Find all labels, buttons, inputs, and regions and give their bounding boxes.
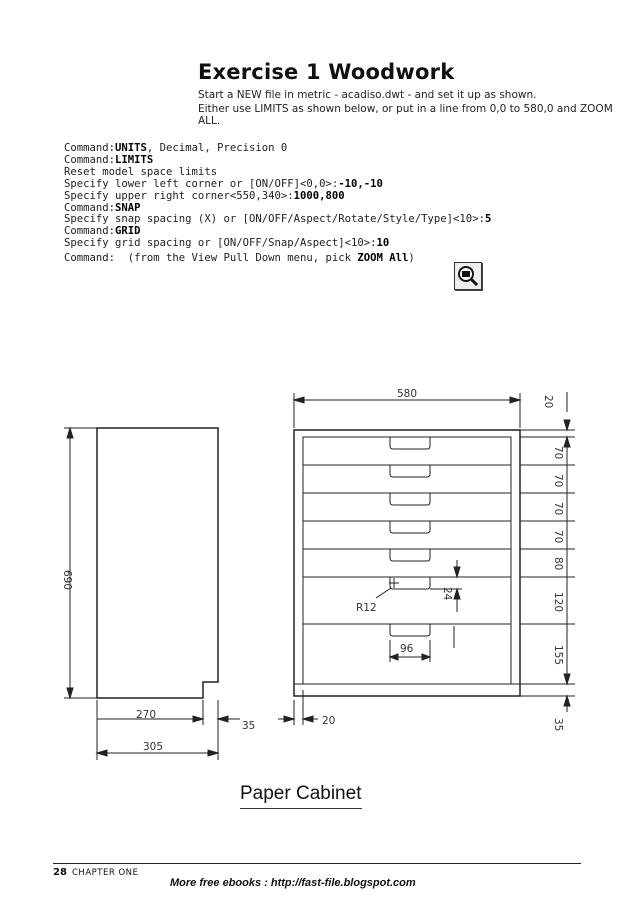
dim-label-bottom-35: 35 xyxy=(552,718,564,732)
intro-line-1: Start a NEW file in metric - acadiso.dwt - and set it up as shown. xyxy=(198,89,537,101)
dim-label-35: 35 xyxy=(242,720,256,732)
drawing-caption: Paper Cabinet xyxy=(240,783,362,804)
caption-underline xyxy=(240,808,362,809)
drawer xyxy=(303,549,511,577)
dim-label-305: 305 xyxy=(143,741,164,753)
cabinet-front-outline xyxy=(294,430,520,696)
dim-label-drawer-1: 70 xyxy=(552,446,564,460)
footer-divider xyxy=(53,863,581,864)
dim-label-20: 20 xyxy=(322,715,336,727)
dim-label-handle-depth: 24 xyxy=(441,587,453,601)
dim-label-drawer-7: 155 xyxy=(552,645,564,666)
drawer-handle xyxy=(390,549,430,561)
drawer xyxy=(303,437,511,465)
dim-label-handle-width: 96 xyxy=(400,643,414,655)
command-line: Specify grid spacing or [ON/OFF/Snap/Aspect]<10>:10 xyxy=(64,237,390,250)
drawer-handle xyxy=(390,465,430,477)
ebooks-link[interactable]: More free ebooks : http://fast-file.blogspot.com xyxy=(170,877,416,889)
drawer-handle xyxy=(390,437,430,449)
command-line: Command:GRID xyxy=(64,225,141,238)
drawer xyxy=(303,465,511,493)
drawer xyxy=(303,521,511,549)
dim-label-top-20: 20 xyxy=(542,395,554,409)
drawer-handle xyxy=(390,624,430,636)
command-line: Specify lower left corner or [ON/OFF]<0,0>:-10,-10 xyxy=(64,177,383,190)
dim-label-drawer-6: 120 xyxy=(552,592,564,613)
drawer-handle xyxy=(390,521,430,533)
command-line: Reset model space limits xyxy=(64,165,218,178)
command-line: Specify upper right corner<550,340>:1000,800 xyxy=(64,189,345,202)
drawer xyxy=(303,493,511,521)
dim-label-drawer-3: 70 xyxy=(552,502,564,516)
dim-label-690: 690 xyxy=(61,570,73,591)
dim-label-drawer-5: 80 xyxy=(552,557,564,571)
dim-label-270: 270 xyxy=(136,709,157,721)
intro-line-2: Either use LIMITS as shown below, or put in a line from 0,0 to 580,0 and ZOOM ALL. xyxy=(198,103,613,127)
command-line: Specify snap spacing (X) or [ON/OFF/Aspect/Rotate/Style/Type]<10>:5 xyxy=(64,213,492,226)
command-line: Command: (from the View Pull Down menu, pick ZOOM All) xyxy=(64,252,415,265)
drawer xyxy=(303,577,511,624)
dim-label-drawer-4: 70 xyxy=(552,530,564,544)
page-number: 28 xyxy=(53,867,67,878)
command-line: Command:UNITS, Decimal, Precision 0 xyxy=(64,142,288,154)
exercise-title: Exercise 1 Woodwork xyxy=(198,60,455,84)
side-view-outline xyxy=(97,428,218,698)
command-line: Command:SNAP xyxy=(64,201,141,214)
dim-label-580: 580 xyxy=(397,388,418,400)
drawer-handle xyxy=(390,493,430,505)
dim-label-radius: R12 xyxy=(356,602,377,614)
dim-label-drawer-2: 70 xyxy=(552,474,564,488)
chapter-label: CHAPTER ONE xyxy=(72,868,139,878)
command-line: Command:LIMITS xyxy=(64,153,154,166)
